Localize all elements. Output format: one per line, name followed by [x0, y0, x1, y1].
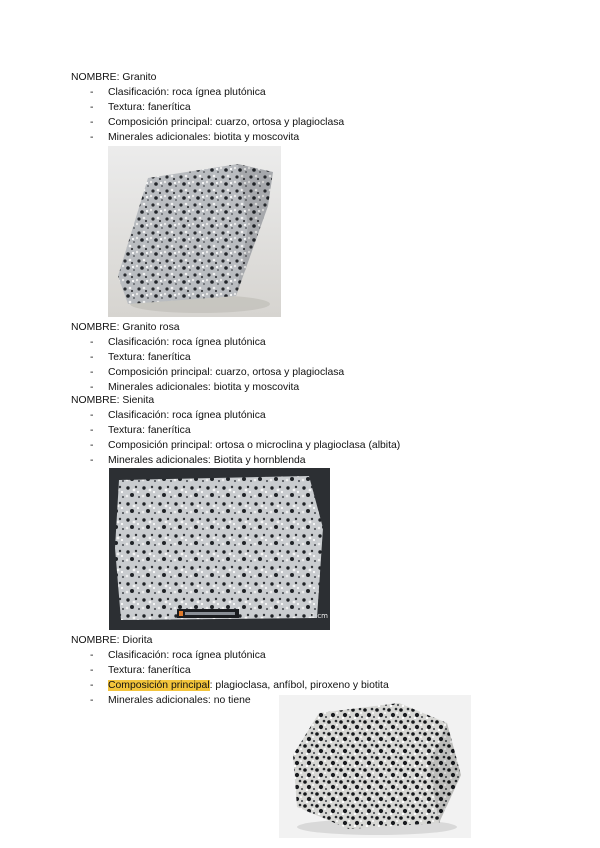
dash-bullet: -	[90, 337, 94, 348]
property-label: Clasificación:	[108, 650, 170, 661]
entry-granito-rosa	[71, 320, 344, 395]
property-label: Clasificación:	[108, 337, 170, 348]
property-label: Clasificación:	[108, 410, 170, 421]
property-value: biotita y moscovita	[210, 132, 300, 143]
property-label: Textura:	[108, 102, 145, 113]
list-item	[71, 115, 344, 130]
property-list	[71, 408, 400, 468]
list-item	[71, 365, 344, 380]
property-value: no tiene	[210, 695, 251, 706]
entry-title: NOMBRE: Granito	[71, 72, 157, 83]
property-value: roca ígnea plutónica	[169, 650, 266, 661]
dash-bullet: -	[90, 102, 94, 113]
property-value: fanerítica	[144, 102, 191, 113]
property-label: Composición principal:	[108, 117, 213, 128]
property-value: cuarzo, ortosa y plagioclasa	[212, 117, 345, 128]
dash-bullet: -	[90, 440, 94, 451]
entry-title: NOMBRE: Granito rosa	[71, 322, 180, 333]
property-value: : plagioclasa, anfíbol, piroxeno y biotita	[209, 680, 389, 691]
property-list	[71, 85, 344, 145]
dash-bullet: -	[90, 117, 94, 128]
property-label: Textura:	[108, 425, 145, 436]
dash-bullet: -	[90, 352, 94, 363]
property-value: biotita y moscovita	[210, 382, 300, 393]
entry-granito	[71, 70, 344, 145]
property-value: roca ígnea plutónica	[169, 410, 266, 421]
property-value: roca ígnea plutónica	[169, 337, 266, 348]
list-item	[71, 438, 400, 453]
property-label: Minerales adicionales:	[108, 382, 211, 393]
list-item	[71, 408, 400, 423]
list-item	[71, 350, 344, 365]
diorite-rock-photo	[279, 695, 471, 838]
dash-bullet: -	[90, 425, 94, 436]
dash-bullet: -	[90, 695, 94, 706]
dash-bullet: -	[90, 665, 94, 676]
property-label: Minerales adicionales:	[108, 132, 211, 143]
property-label: Textura:	[108, 665, 145, 676]
property-value: roca ígnea plutónica	[169, 87, 266, 98]
property-label: Textura:	[108, 352, 145, 363]
property-value: fanerítica	[144, 352, 191, 363]
property-value: fanerítica	[144, 425, 191, 436]
list-item	[71, 335, 344, 350]
list-item	[71, 663, 389, 678]
scale-bar-label: 1 cm	[310, 612, 328, 620]
dash-bullet: -	[90, 132, 94, 143]
property-value: cuarzo, ortosa y plagioclasa	[212, 367, 345, 378]
dash-bullet: -	[90, 410, 94, 421]
dash-bullet: -	[90, 87, 94, 98]
list-item	[71, 423, 400, 438]
dash-bullet: -	[90, 382, 94, 393]
entry-title: NOMBRE: Diorita	[71, 635, 153, 646]
list-item	[71, 100, 344, 115]
list-item	[71, 130, 344, 145]
property-label: Composición principal:	[108, 367, 213, 378]
property-label: Minerales adicionales:	[108, 455, 211, 466]
property-value: fanerítica	[144, 665, 191, 676]
list-item	[71, 678, 389, 693]
property-label: Composición principal:	[108, 440, 213, 451]
syenite-rock-photo	[109, 468, 330, 630]
dash-bullet: -	[90, 367, 94, 378]
property-value: ortosa o microclina y plagioclasa (albita)	[212, 440, 401, 451]
dash-bullet: -	[90, 680, 94, 691]
highlighted-label: Composición principal	[108, 680, 210, 691]
property-label: Clasificación:	[108, 87, 170, 98]
property-list	[71, 335, 344, 395]
granite-rock-photo	[108, 146, 281, 317]
list-item	[71, 453, 400, 468]
dash-bullet: -	[90, 650, 94, 661]
list-item	[71, 648, 389, 663]
property-value: Biotita y hornblenda	[210, 455, 306, 466]
entry-sienita	[71, 393, 400, 468]
property-label: Minerales adicionales:	[108, 695, 211, 706]
list-item	[71, 85, 344, 100]
entry-title: NOMBRE: Sienita	[71, 395, 155, 406]
dash-bullet: -	[90, 455, 94, 466]
